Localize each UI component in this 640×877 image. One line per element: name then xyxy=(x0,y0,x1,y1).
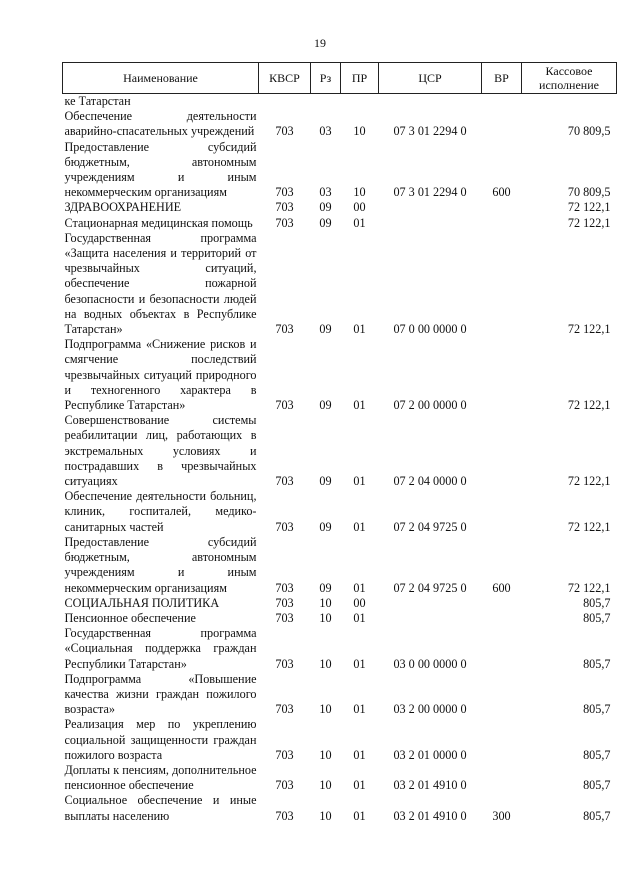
table-row xyxy=(63,611,617,626)
cell-rz: 10 xyxy=(319,747,332,762)
cell-name: Совершенствование системы реабилитации лиц, работающих в экстремальных условиях и пострадавших в чрезвычайных ситуациях xyxy=(64,413,257,489)
cell-csr: 07 3 01 2294 0 xyxy=(393,124,467,139)
table-row xyxy=(63,413,617,489)
cell-vr xyxy=(482,413,522,489)
cell-ke: 72 122,1 xyxy=(567,215,611,230)
cell-rz: 09 xyxy=(319,398,332,413)
cell-csr: 03 2 01 0000 0 xyxy=(393,747,467,762)
cell-rz: 10 xyxy=(319,595,332,610)
cell-vr xyxy=(482,200,522,215)
cell-ke: 72 122,1 xyxy=(567,398,611,413)
cell-pr: 10 xyxy=(353,124,366,139)
cell-vr xyxy=(482,626,522,672)
cell-pr: 01 xyxy=(353,398,366,413)
cell-vr: 600 xyxy=(492,185,511,200)
cell-kvsr: 703 xyxy=(275,519,294,534)
header-pr: ПР xyxy=(341,63,379,94)
header-cash-execution: Кассовое исполнение xyxy=(522,63,617,94)
table-header xyxy=(63,63,617,94)
cell-vr xyxy=(482,231,522,337)
cell-csr xyxy=(379,611,482,626)
cell-csr xyxy=(379,216,482,231)
cell-ke: 805,7 xyxy=(583,656,611,671)
cell-vr xyxy=(482,94,522,110)
cell-pr: 01 xyxy=(353,808,366,823)
cell-csr: 07 2 04 0000 0 xyxy=(393,474,467,489)
cell-csr: 07 0 00 0000 0 xyxy=(393,322,467,337)
cell-vr xyxy=(482,672,522,718)
cell-csr: 07 2 00 0000 0 xyxy=(393,398,467,413)
cell-vr xyxy=(482,717,522,763)
table-row xyxy=(63,626,617,672)
cell-vr xyxy=(482,337,522,413)
cell-kvsr: 703 xyxy=(275,610,294,625)
cell-pr: 01 xyxy=(353,656,366,671)
cell-csr xyxy=(379,200,482,215)
cell-csr: 07 2 04 9725 0 xyxy=(393,580,467,595)
cell-pr: 01 xyxy=(353,322,366,337)
cell-pr: 01 xyxy=(353,580,366,595)
table-row xyxy=(63,535,617,596)
table-row xyxy=(63,216,617,231)
page-number: 19 xyxy=(314,36,326,50)
cell-ke: 72 122,1 xyxy=(567,322,611,337)
cell-vr xyxy=(482,489,522,535)
table-row xyxy=(63,763,617,793)
cell-pr: 01 xyxy=(353,610,366,625)
cell-rz: 10 xyxy=(319,808,332,823)
cell-kvsr: 703 xyxy=(275,398,294,413)
table-row xyxy=(63,200,617,215)
cell-ke: 805,7 xyxy=(583,595,611,610)
cell-rz: 10 xyxy=(319,656,332,671)
cell-csr: 07 3 01 2294 0 xyxy=(393,185,467,200)
cell-vr xyxy=(482,596,522,611)
header-rz: Рз xyxy=(311,63,341,94)
cell-vr xyxy=(482,109,522,139)
cell-ke: 805,7 xyxy=(583,778,611,793)
header-vr: ВР xyxy=(482,63,522,94)
cell-vr: 300 xyxy=(492,808,511,823)
cell-ke: 805,7 xyxy=(583,808,611,823)
cell-vr xyxy=(482,763,522,793)
cell-name: СОЦИАЛЬНАЯ ПОЛИТИКА xyxy=(64,595,220,610)
cell-rz: 09 xyxy=(319,322,332,337)
cell-ke: 72 122,1 xyxy=(567,200,611,215)
table-row xyxy=(63,140,617,201)
cell-ke: 805,7 xyxy=(583,702,611,717)
cell-kvsr: 703 xyxy=(275,595,294,610)
cell-kvsr: 703 xyxy=(275,778,294,793)
cell-pr: 10 xyxy=(353,185,366,200)
header-kvsr: КВСР xyxy=(259,63,311,94)
cell-name: Подпрограмма «Повышение качества жизни граждан пожилого возраста» xyxy=(64,671,257,717)
cell-kvsr: 703 xyxy=(275,200,294,215)
cell-rz: 03 xyxy=(319,124,332,139)
cell-kvsr xyxy=(259,94,311,110)
cell-kvsr: 703 xyxy=(275,185,294,200)
cell-kvsr: 703 xyxy=(275,124,294,139)
cell-rz: 09 xyxy=(319,200,332,215)
cell-rz: 09 xyxy=(319,474,332,489)
cell-pr: 01 xyxy=(353,519,366,534)
table-row xyxy=(63,596,617,611)
cell-kvsr: 703 xyxy=(275,474,294,489)
cell-name: Предоставление субсидий бюджетным, автономным учреждениям и иным некоммерческим организациям xyxy=(64,534,257,595)
cell-kvsr: 703 xyxy=(275,747,294,762)
table-row xyxy=(63,793,617,823)
cell-name: Подпрограмма «Снижение рисков и смягчение последствий чрезвычайных ситуаций природного и техногенного характера в Республике Татарстан» xyxy=(64,337,257,413)
cell-name: Предоставление субсидий бюджетным, автономным учреждениям и иным некоммерческим организациям xyxy=(64,139,257,200)
cell-ke: 805,7 xyxy=(583,747,611,762)
cell-name: Доплаты к пенсиям, дополнительное пенсионное обеспечение xyxy=(64,762,257,793)
cell-kvsr: 703 xyxy=(275,656,294,671)
cell-name: Обеспечение деятельности больниц, клиник, госпиталей, медико-санитарных частей xyxy=(64,489,257,534)
cell-ke: 70 809,5 xyxy=(567,124,611,139)
cell-pr: 00 xyxy=(353,595,366,610)
cell-csr xyxy=(379,596,482,611)
cell-name: Государственная программа «Социальная поддержка граждан Республики Татарстан» xyxy=(64,626,257,671)
cell-name: Обеспечение деятельности аварийно-спасательных учреждений xyxy=(64,109,257,139)
cell-pr xyxy=(341,94,379,110)
cell-csr xyxy=(379,94,482,110)
table-row xyxy=(63,672,617,718)
cell-pr: 01 xyxy=(353,778,366,793)
cell-name: ке Татарстан xyxy=(64,94,131,108)
header-csr: ЦСР xyxy=(379,63,482,94)
cell-name: Реализация мер по укреплению социальной защищенности граждан пожилого возраста xyxy=(64,717,257,762)
cell-pr: 01 xyxy=(353,702,366,717)
cell-rz: 10 xyxy=(319,610,332,625)
cell-vr xyxy=(482,216,522,231)
table-body xyxy=(63,94,617,824)
cell-ke: 70 809,5 xyxy=(567,185,611,200)
cell-rz: 10 xyxy=(319,778,332,793)
table-row xyxy=(63,231,617,337)
cell-pr: 01 xyxy=(353,747,366,762)
cell-csr: 07 2 04 9725 0 xyxy=(393,519,467,534)
cell-ke: 72 122,1 xyxy=(567,580,611,595)
cell-vr xyxy=(482,611,522,626)
cell-pr: 01 xyxy=(353,215,366,230)
cell-csr: 03 2 01 4910 0 xyxy=(393,778,467,793)
cell-name: ЗДРАВООХРАНЕНИЕ xyxy=(64,200,182,215)
cell-pr: 01 xyxy=(353,474,366,489)
cell-kvsr: 703 xyxy=(275,580,294,595)
table-row xyxy=(63,717,617,763)
cell-name: Социальное обеспечение и иные выплаты населению xyxy=(64,793,257,823)
table-row xyxy=(63,109,617,139)
cell-csr: 03 0 00 0000 0 xyxy=(393,656,467,671)
cell-kvsr: 703 xyxy=(275,215,294,230)
cell-csr: 03 2 01 4910 0 xyxy=(393,808,467,823)
budget-table xyxy=(62,62,617,824)
cell-kvsr: 703 xyxy=(275,808,294,823)
cell-name: Пенсионное обеспечение xyxy=(64,610,196,625)
cell-ke: 72 122,1 xyxy=(567,519,611,534)
cell-csr: 03 2 00 0000 0 xyxy=(393,702,467,717)
table-row xyxy=(63,489,617,535)
cell-name: Стационарная медицинская помощь xyxy=(64,215,253,230)
cell-ke: 805,7 xyxy=(583,610,611,625)
cell-rz xyxy=(311,94,341,110)
cell-pr: 00 xyxy=(353,200,366,215)
cell-name: Государственная программа «Защита населения и территорий от чрезвычайных ситуаций, обеспечение пожарной безопасности и безопасности людей на водных объектах в Республике Татарстан» xyxy=(64,230,257,337)
cell-rz: 03 xyxy=(319,185,332,200)
cell-kvsr: 703 xyxy=(275,702,294,717)
cell-rz: 09 xyxy=(319,580,332,595)
cell-rz: 09 xyxy=(319,215,332,230)
cell-ke: 72 122,1 xyxy=(567,474,611,489)
cell-kvsr: 703 xyxy=(275,322,294,337)
cell-rz: 10 xyxy=(319,702,332,717)
table-row xyxy=(63,337,617,413)
cell-ke xyxy=(522,94,617,110)
table-row xyxy=(63,94,617,110)
header-name: Наименование xyxy=(63,63,259,94)
cell-rz: 09 xyxy=(319,519,332,534)
cell-vr: 600 xyxy=(492,580,511,595)
